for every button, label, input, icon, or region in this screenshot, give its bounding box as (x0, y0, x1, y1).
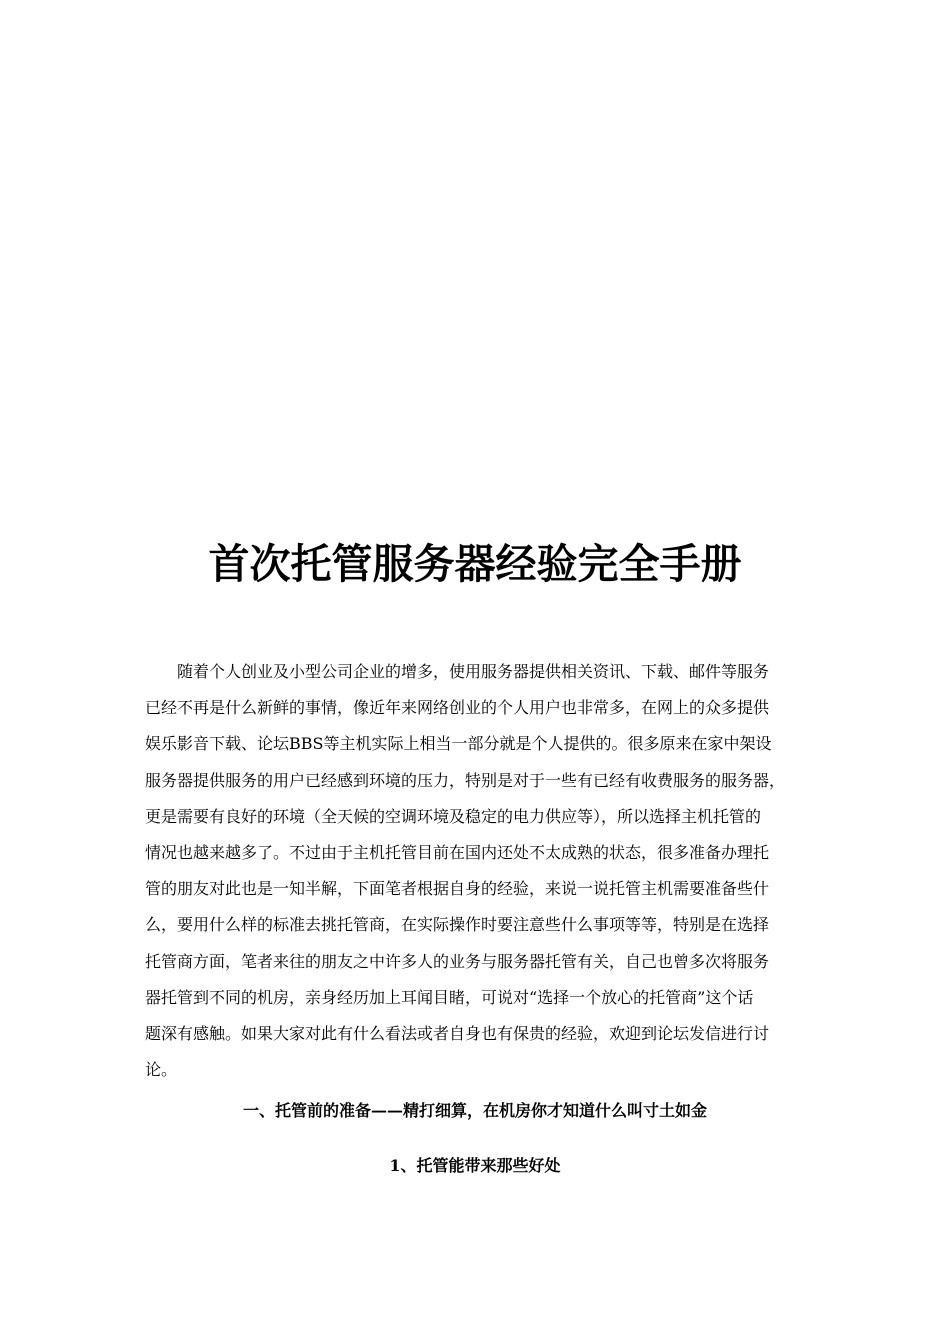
paragraph-line: 娱乐影音下载、论坛BBS等主机实际上相当一部分就是个人提供的。很多原来在家中架设 (145, 734, 772, 754)
paragraph-line: 托管商方面，笔者来往的朋友之中许多人的业务与服务器托管有关，自己也曾多次将服务 (145, 951, 770, 971)
paragraph-line: 随着个人创业及小型公司企业的增多，使用服务器提供相关资讯、下载、邮件等服务 (177, 662, 770, 681)
paragraph-line: 器托管到不同的机房，亲身经历加上耳闻目睹，可说对“选择一个放心的托管商”这个话 (145, 987, 754, 1007)
paragraph-line: 管的朋友对此也是一知半解，下面笔者根据自身的经验，来说一说托管主机需要准备些什 (145, 879, 770, 899)
paragraph-line: 么，要用什么样的标准去挑托管商，在实际操作时要注意些什么事项等等，特别是在选择 (145, 915, 770, 935)
paragraph-line: 情况也越来越多了。不过由于主机托管目前在国内还处不太成熟的状态，很多准备办理托 (145, 843, 770, 863)
sub-heading: 1、托管能带来那些好处 (389, 1156, 561, 1175)
section-heading: 一、托管前的准备——精打细算，在机房你才知道什么叫寸土如金 (242, 1101, 707, 1120)
paragraph-line: 已经不再是什么新鲜的事情，像近年来网络创业的个人用户也非常多，在网上的众多提供 (145, 698, 770, 718)
paragraph-line: 更是需要有良好的环境（全天候的空调环境及稳定的电力供应等），所以选择主机托管的 (145, 806, 762, 826)
paragraph-line: 题深有感触。如果大家对此有什么看法或者自身也有保贵的经验，欢迎到论坛发信进行讨 (145, 1024, 770, 1044)
paragraph-line: 论。 (145, 1060, 178, 1080)
intro-paragraph (145, 654, 805, 1088)
document-title: 首次托管服务器经验完全手册 (208, 540, 742, 588)
paragraph-line: 服务器提供服务的用户已经感到环境的压力，特别是对于一些有已经有收费服务的服务器， (145, 770, 786, 790)
